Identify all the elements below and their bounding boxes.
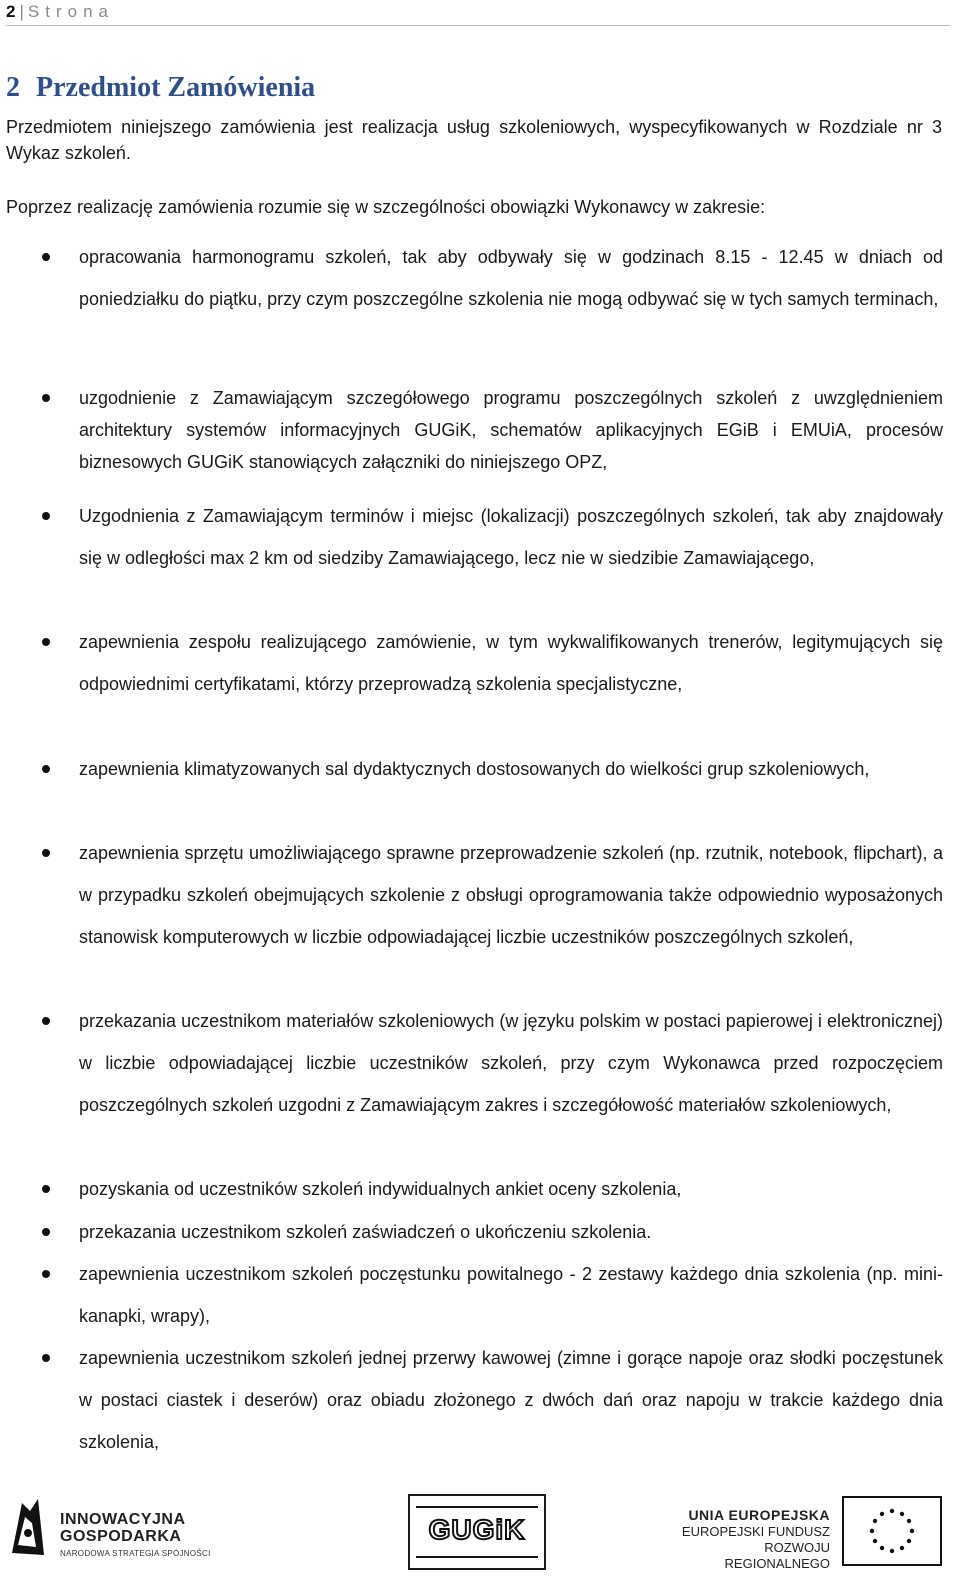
page-number: 2 xyxy=(6,2,16,21)
bullet-icon xyxy=(42,512,50,520)
eu-flag-icon xyxy=(842,1496,942,1566)
section-title: Przedmiot Zamówienia xyxy=(36,72,316,103)
bullet-icon xyxy=(42,253,50,261)
eu-line2: EUROPEJSKI FUNDUSZ xyxy=(681,1524,830,1539)
intro-paragraph-2: Poprzez realizację zamówienia rozumie się w szczególności obowiązki Wykonawcy w zakresie: xyxy=(6,197,766,217)
bullet-icon xyxy=(42,1185,50,1193)
header-separator: | xyxy=(19,2,24,21)
section-number: 2 xyxy=(6,72,20,103)
list-item-text: zapewnienia uczestnikom szkoleń poczęstunku powitalnego - 2 zestawy każdego dnia szkolenia (np. mini-kanapki, wrapy), xyxy=(79,1264,943,1326)
list-item-text: zapewnienia sprzętu umożliwiającego sprawne przeprowadzenie szkoleń (np. rzutnik, notebook, flipchart), a w przypadku szkoleń obejmujących szkolenie z obsługi oprogramowania także odpowiednio wyposażonych stanowisk komputerowych w liczbie odpowiadającej liczbie uczestników poszczególnych szkoleń, xyxy=(79,843,943,947)
page-header xyxy=(6,0,114,24)
eu-fund-text xyxy=(670,1506,830,1572)
footer-logos xyxy=(0,1488,960,1578)
eu-line1: UNIA EUROPEJSKA xyxy=(688,1507,830,1523)
bullet-icon xyxy=(42,1228,50,1236)
list-item xyxy=(79,236,943,320)
bullet-icon xyxy=(42,638,50,646)
bullet-icon xyxy=(42,765,50,773)
bullet-icon xyxy=(42,849,50,857)
list-item xyxy=(79,1253,943,1337)
list-item xyxy=(79,495,943,579)
header-rule xyxy=(6,25,950,26)
list-item-text: przekazania uczestnikom materiałów szkoleniowych (w języku polskim w postaci papierowej i elektronicznej) w liczbie odpowiadającej liczbie uczestników szkoleń, przy czym Wykonawca przed rozpoczęciem poszczególnych szkoleń uzgodni z Zamawiającym zakres i szczegółowość materiałów szkoleniowych, xyxy=(79,1011,943,1115)
ig-emblem-icon xyxy=(8,1493,48,1561)
gugik-logo xyxy=(408,1494,546,1570)
list-item xyxy=(79,1168,943,1210)
page-word: Strona xyxy=(27,2,114,21)
list-item-text: opracowania harmonogramu szkoleń, tak aby odbywały się w godzinach 8.15 - 12.45 w dniach od poniedziałku do piątku, przy czym poszczególne szkolenia nie mogą odbywać się w tych samych terminach, xyxy=(79,247,943,309)
section-heading xyxy=(6,70,315,106)
list-item xyxy=(79,832,943,958)
ig-logo-line2: GOSPODARKA xyxy=(60,1528,182,1545)
bullet-icon xyxy=(42,1354,50,1362)
list-item xyxy=(79,748,943,790)
list-item-text: Uzgodnienia z Zamawiającym terminów i miejsc (lokalizacji) poszczególnych szkoleń, tak aby znajdowały się w odległości max 2 km od siedziby Zamawiającego, lecz nie w siedzibie Zamawiającego, xyxy=(79,506,943,568)
intro-paragraph-1: Przedmiotem niniejszego zamówienia jest realizacja usług szkoleniowych, wyspecyfikowanych w Rozdziale nr 3 Wykaz szkoleń. xyxy=(6,117,942,163)
ig-logo-line1: INNOWACYJNA xyxy=(60,1511,186,1528)
list-item xyxy=(79,382,943,478)
bullet-icon xyxy=(42,394,50,402)
list-item xyxy=(79,1337,943,1463)
list-item-text: zapewnienia uczestnikom szkoleń jednej przerwy kawowej (zimne i gorące napoje oraz słodki poczęstunek w postaci ciastek i deserów) oraz obiadu złożonego z dwóch dań oraz napoju w trakcie każdego dnia szkolenia, xyxy=(79,1348,943,1452)
bullet-icon xyxy=(42,1017,50,1025)
eu-line3: ROZWOJU REGIONALNEGO xyxy=(724,1540,830,1571)
list-item-text: zapewnienia zespołu realizującego zamówienie, w tym wykwalifikowanych trenerów, legitymujących się odpowiednimi certyfikatami, którzy przeprowadzą szkolenia specjalistyczne, xyxy=(79,632,943,694)
list-item-text: uzgodnienie z Zamawiającym szczegółowego programu poszczególnych szkoleń z uwzględnieniem architektury systemów informacyjnych GUGiK, schematów aplikacyjnych EGiB i EMUiA, procesów biznesowych GUGiK stanowiących załączniki do niniejszego OPZ, xyxy=(79,388,943,472)
list-item xyxy=(79,1211,943,1253)
gugik-logo-text: GUGiK xyxy=(428,1514,526,1545)
list-item-text: pozyskania od uczestników szkoleń indywidualnych ankiet oceny szkolenia, xyxy=(79,1179,682,1199)
bullet-icon xyxy=(42,1270,50,1278)
list-item-text: przekazania uczestnikom szkoleń zaświadczeń o ukończeniu szkolenia. xyxy=(79,1222,652,1242)
list-item xyxy=(79,1000,943,1126)
list-item xyxy=(79,621,943,705)
ig-logo-line3: NARODOWA STRATEGIA SPÓJNOŚCI xyxy=(60,1549,211,1558)
list-item-text: zapewnienia klimatyzowanych sal dydaktycznych dostosowanych do wielkości grup szkoleniowych, xyxy=(79,759,870,779)
innowacyjna-gospodarka-logo xyxy=(8,1493,211,1563)
